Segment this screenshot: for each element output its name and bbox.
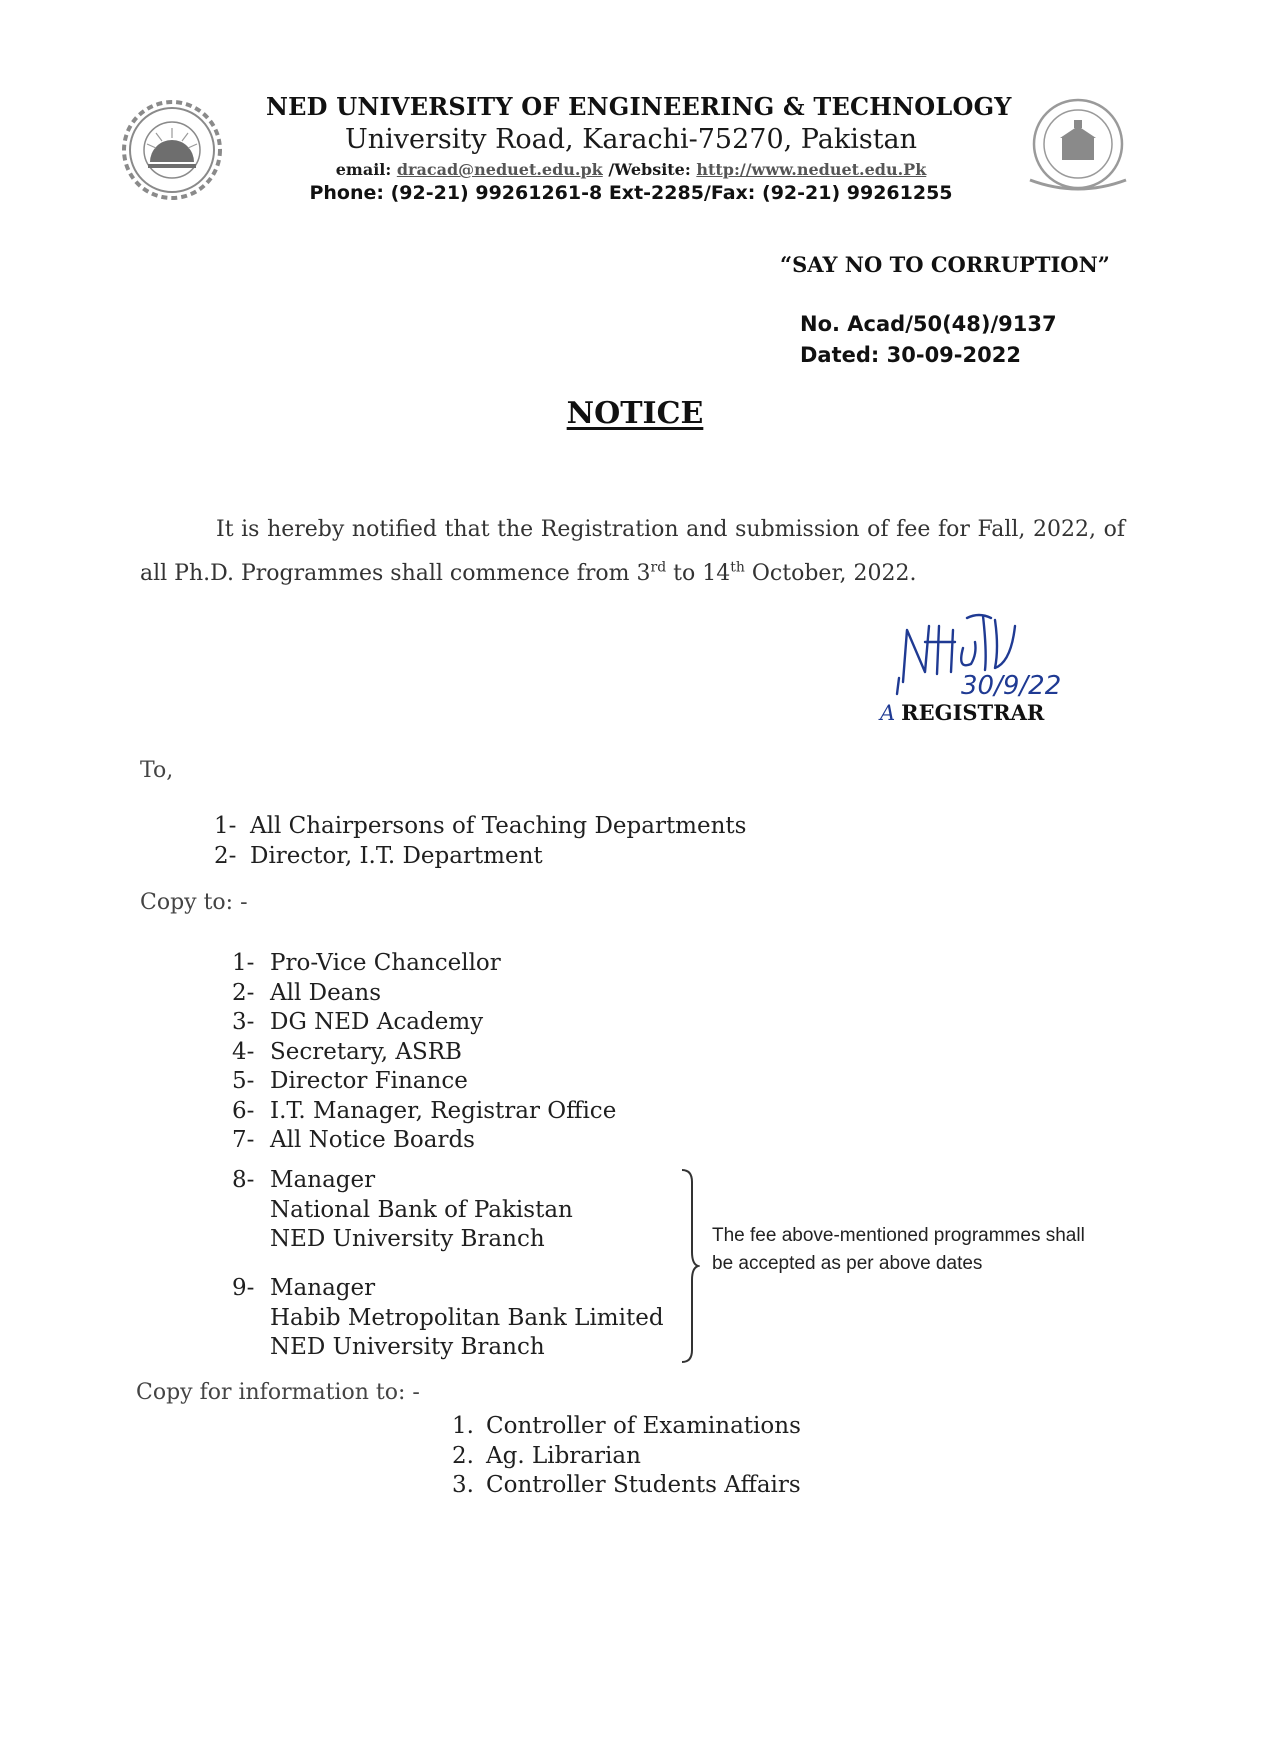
email-label: email: — [335, 160, 392, 179]
bank-recipient-hmb: 9- Manager Habib Metropolitan Bank Limited NED University Branch — [232, 1275, 664, 1360]
body-sup-1: rd — [650, 559, 667, 576]
signer-block — [880, 700, 1044, 725]
bank-note: The fee above-mentioned programmes shall be accepted as per above dates — [712, 1225, 1085, 1274]
reference-date: Dated: 30-09-2022 — [800, 343, 1021, 367]
list-item: 2- Director, I.T. Department — [214, 842, 543, 869]
list-item: 4- Secretary, ASRB — [232, 1038, 462, 1065]
university-name: NED UNIVERSITY OF ENGINEERING & TECHNOLOGY — [266, 92, 1012, 121]
handwritten-signature — [895, 612, 1095, 702]
copy-info-list — [452, 1412, 801, 1501]
website-label: /Website: — [608, 160, 691, 179]
copy-to-list — [232, 949, 616, 1156]
body-text-1: It is hereby notified that the Registration and submission of fee for Fall, 2022, of all Ph.D. Programmes shall commence from 3 — [140, 517, 1125, 586]
list-item: 2- All Deans — [232, 979, 382, 1006]
list-item: 1- All Chairpersons of Teaching Departments — [214, 813, 747, 839]
list-item: 5- Director Finance — [232, 1068, 468, 1094]
copy-info-label: Copy for information to: - — [136, 1380, 420, 1405]
list-item: 2. Ag. Librarian — [452, 1442, 641, 1469]
contact-phone: Phone: (92-21) 99261261-8 Ext-2285/Fax: (92-21) 99261255 — [309, 182, 953, 204]
body-text-2: to 14 — [666, 561, 731, 586]
to-label: To, — [140, 758, 174, 783]
email-link[interactable]: dracad@neduet.edu.pk — [396, 160, 603, 179]
website-link[interactable]: http://www.neduet.edu.Pk — [696, 160, 927, 179]
body-text-3: October, 2022. — [744, 561, 917, 586]
centenary-seal-icon — [1022, 94, 1134, 198]
signature-date-scrawl: 30/9/22 — [961, 671, 1062, 701]
list-item: 1- Pro-Vice Chancellor — [232, 950, 501, 976]
list-item: 3- DG NED Academy — [232, 1009, 484, 1035]
signer-prefix: A — [880, 701, 896, 725]
copy-to-label: Copy to: - — [140, 890, 248, 915]
notice-body — [140, 508, 1125, 596]
list-item: 7- All Notice Boards — [232, 1127, 475, 1153]
university-address: University Road, Karachi-75270, Pakistan — [344, 124, 918, 155]
list-item: 6- I.T. Manager, Registrar Office — [232, 1097, 617, 1124]
list-item: 3. Controller Students Affairs — [452, 1472, 801, 1498]
right-brace-icon — [680, 1168, 700, 1364]
to-list — [214, 812, 746, 871]
notice-title: NOTICE — [566, 396, 704, 431]
body-sup-2: th — [730, 559, 745, 576]
reference-number: No. Acad/50(48)/9137 — [800, 312, 1057, 336]
university-gear-seal-icon — [120, 98, 224, 202]
list-item: 1. Controller of Examinations — [452, 1413, 801, 1439]
contact-email-website — [266, 160, 996, 179]
signer-title: REGISTRAR — [901, 700, 1045, 725]
motto: “SAY NO TO CORRUPTION” — [780, 252, 1110, 277]
bank-recipient-nbp: 8- Manager National Bank of Pakistan NED University Branch — [232, 1167, 573, 1252]
